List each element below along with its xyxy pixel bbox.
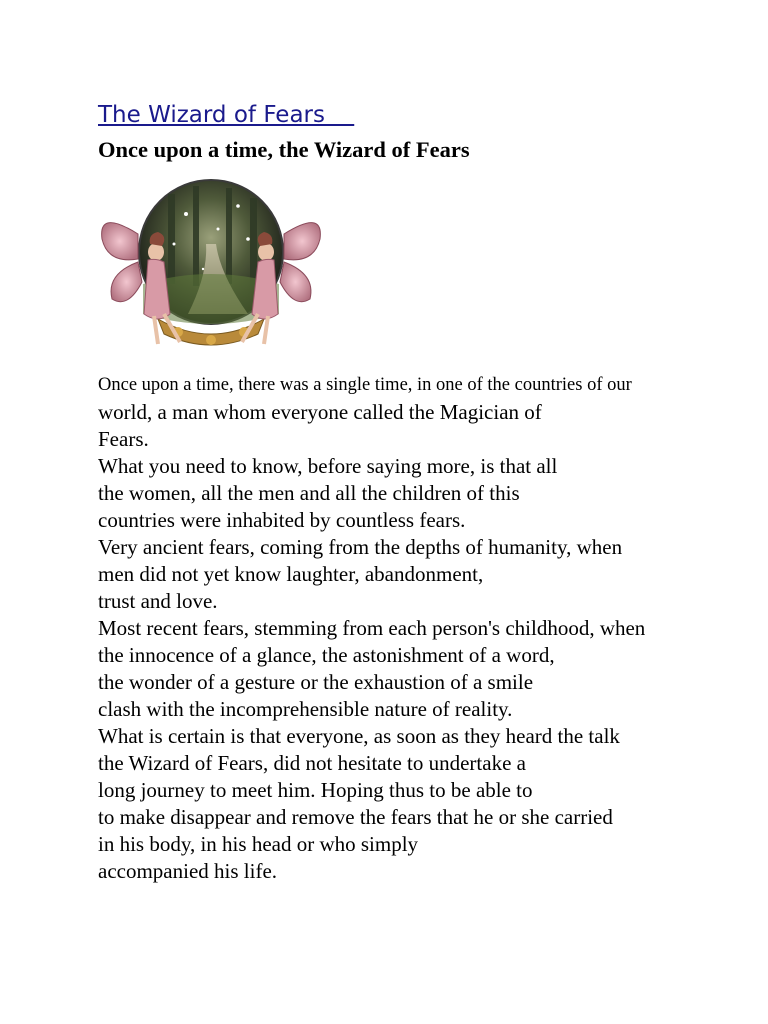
text-line: Very ancient fears, coming from the depths of humanity, when <box>98 535 623 559</box>
subtitle: Once upon a time, the Wizard of Fears <box>98 137 470 162</box>
text-line: trust and love. <box>98 589 218 613</box>
text-line: Once upon a time, there was a single time, in one of the countries of our <box>98 375 632 395</box>
document-page <box>98 100 738 885</box>
text-line: men did not yet know laughter, abandonment, <box>98 562 484 586</box>
story-text <box>98 372 738 885</box>
text-line: clash with the incomprehensible nature of reality. <box>98 697 513 721</box>
text-line: accompanied his life. <box>98 859 278 883</box>
text-line: to make disappear and remove the fears that he or she carried <box>98 805 613 829</box>
fairy-globe-image <box>98 174 324 354</box>
text-line: long journey to meet him. Hoping thus to be able to <box>98 778 533 802</box>
text-line: Fears. <box>98 427 149 451</box>
text-line: countries were inhabited by countless fears. <box>98 508 466 532</box>
text-line: the wonder of a gesture or the exhaustion of a smile <box>98 670 534 694</box>
title-link[interactable]: The Wizard of Fears <box>98 102 355 128</box>
text-line: What is certain is that everyone, as soon as they heard the talk <box>98 724 620 748</box>
text-line: What you need to know, before saying more, is that all <box>98 454 558 478</box>
fairy-globe-illustration <box>98 174 324 354</box>
text-line: world, a man whom everyone called the Magician of <box>98 400 542 424</box>
text-line: the innocence of a glance, the astonishment of a word, <box>98 643 555 667</box>
text-line: Most recent fears, stemming from each person's childhood, when <box>98 616 646 640</box>
text-line: the Wizard of Fears, did not hesitate to undertake a <box>98 751 526 775</box>
text-line: in his body, in his head or who simply <box>98 832 419 856</box>
text-line: the women, all the men and all the children of this <box>98 481 520 505</box>
